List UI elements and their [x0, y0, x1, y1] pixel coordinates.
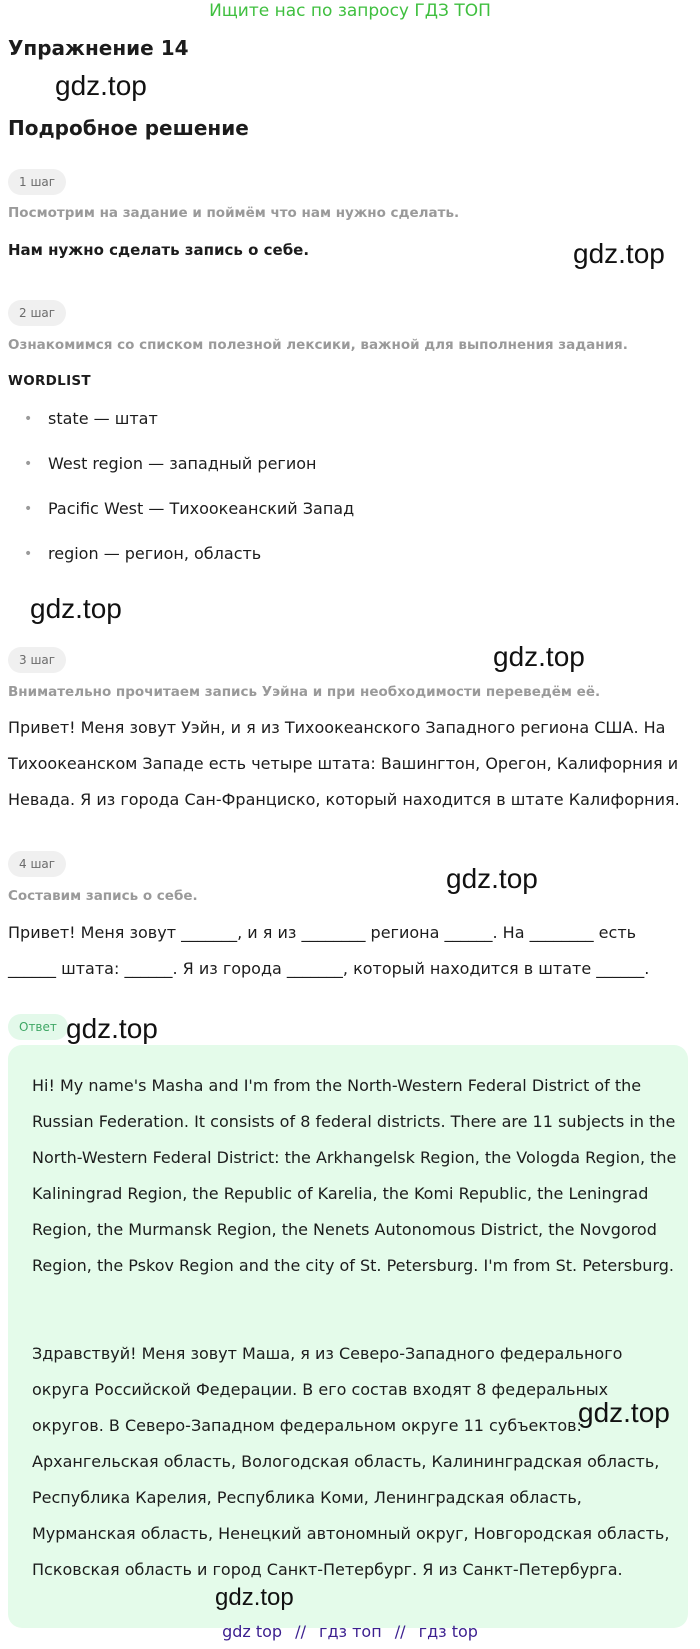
- footer-link[interactable]: гдз топ: [319, 1622, 382, 1641]
- watermark: gdz.top: [55, 70, 147, 101]
- watermark: gdz.top: [573, 238, 665, 269]
- step-1-hint: Посмотрим на задание и поймём что нам нужно сделать.: [8, 205, 460, 221]
- step-2-badge: 2 шаг: [8, 300, 66, 326]
- solution-title: Подробное решение: [8, 116, 249, 140]
- answer-badge: Ответ: [8, 1014, 68, 1040]
- step-2-hint: Ознакомимся со списком полезной лексики, важной для выполнения задания.: [8, 337, 628, 353]
- step-4-text: Привет! Меня зовут _______, и я из ________ региона ______. На ________ есть ______ штата: ______. Я из города _______, который находится в штате ______.: [8, 923, 650, 978]
- wordlist: [8, 408, 354, 588]
- search-banner: Ищите нас по запросу ГДЗ ТОП: [209, 1, 491, 21]
- step-3-badge: 3 шаг: [8, 647, 66, 673]
- watermark: gdz.top: [66, 1013, 158, 1044]
- step-1-text: Нам нужно сделать запись о себе.: [8, 241, 310, 259]
- step-3-text: Привет! Меня зовут Уэйн, и я из Тихоокеанского Западного региона США. На Тихоокеанском Западе есть четыре штата: Вашингтон, Орегон, Калифорния и Невада. Я из города Сан-Франциско, который находится в штате Калифорния.: [8, 718, 680, 809]
- list-item: • West region — западный регион: [8, 453, 354, 498]
- footer-links: [0, 1622, 700, 1641]
- watermark: gdz.top: [578, 1397, 670, 1428]
- footer-link[interactable]: gdz top: [222, 1622, 283, 1641]
- step-4-hint: Составим запись о себе.: [8, 888, 198, 904]
- watermark: gdz.top: [215, 1584, 294, 1611]
- step-3-hint: Внимательно прочитаем запись Уэйна и при необходимости переведём её.: [8, 684, 601, 700]
- watermark: gdz.top: [30, 593, 122, 624]
- list-item: • region — регион, область: [8, 543, 354, 588]
- footer-link[interactable]: гдз top: [418, 1622, 478, 1641]
- footer-separator: //: [295, 1622, 306, 1641]
- exercise-title: Упражнение 14: [8, 36, 189, 60]
- step-4-badge: 4 шаг: [8, 851, 66, 877]
- list-item: • state — штат: [8, 408, 354, 453]
- watermark: gdz.top: [446, 863, 538, 894]
- answer-english: Hi! My name's Masha and I'm from the North-Western Federal District of the Russian Federation. It consists of 8 federal districts. There are 11 subjects in the North-Western Federal District: the Arkhangelsk Region, the Vologda Region, the Kaliningrad Region, the Republic of Karelia, the Komi Republic, the Leningrad Region, the Murmansk Region, the Nenets Autonomous District, the Novgorod Region, the Pskov Region and the city of St. Petersburg. I'm from St. Petersburg.: [32, 1076, 677, 1275]
- watermark: gdz.top: [493, 641, 585, 672]
- list-item: • Pacific West — Тихоокеанский Запад: [8, 498, 354, 543]
- wordlist-title: WORDLIST: [8, 373, 91, 389]
- answer-russian: Здравствуй! Меня зовут Маша, я из Северо-Западного федерального округа Российской Федерации. В его состав входят 8 федеральных округов. В Северо-Западном федеральном округе 11 субъектов: Архангельская область, Вологодская область, Калининградская область, Республика Карелия, Республика Коми, Ленинградская область, Мурманская область, Ненецкий автономный округ, Новгородская область, Псковская область и город Санкт-Петербург. Я из Санкт-Петербурга.: [32, 1344, 670, 1579]
- footer-separator: //: [394, 1622, 406, 1641]
- step-1-badge: 1 шаг: [8, 169, 66, 195]
